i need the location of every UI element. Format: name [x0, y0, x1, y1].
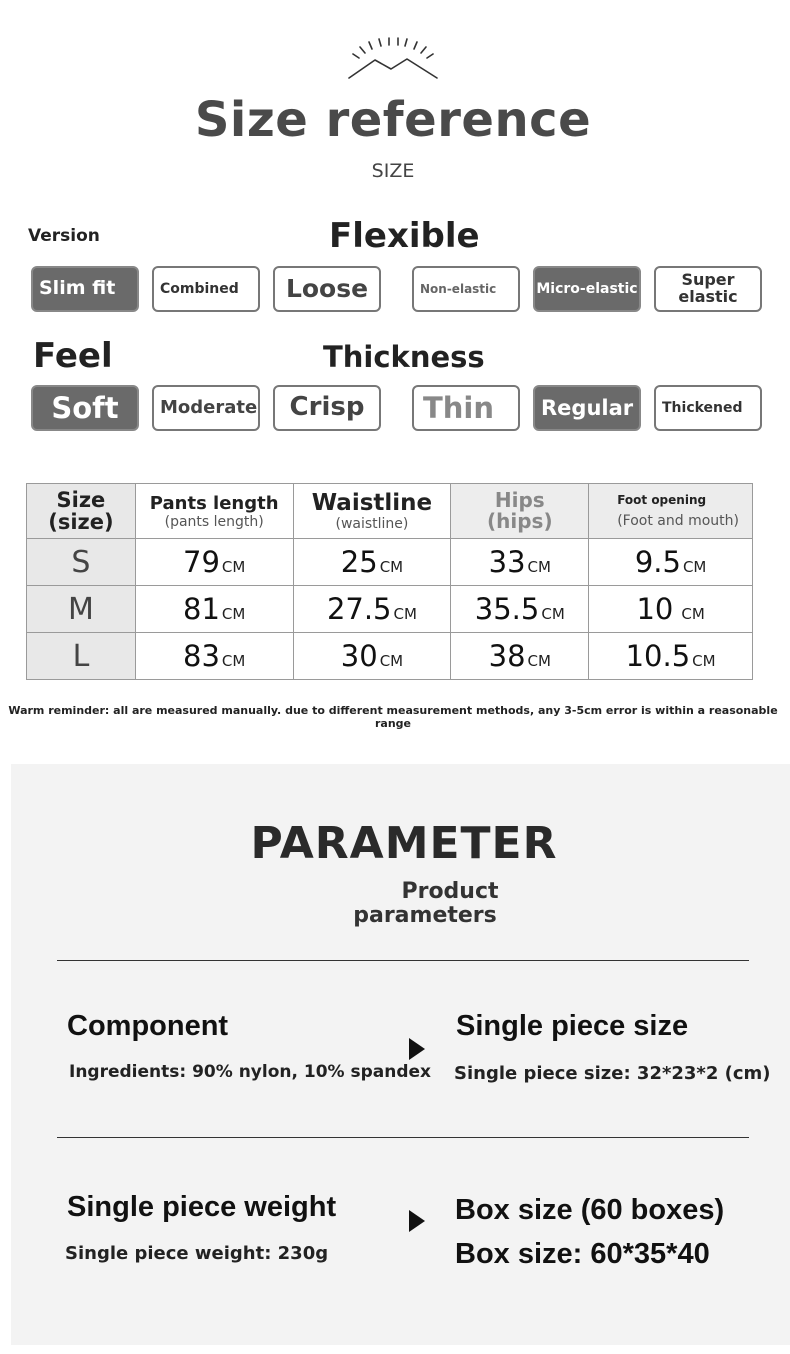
- parameter-title: PARAMETER: [250, 818, 558, 869]
- flexible-option-micro-elastic[interactable]: Micro-elastic: [533, 266, 641, 312]
- waistline-cell: 27.5 CM: [293, 586, 451, 633]
- hips-cell: 38 CM: [451, 633, 589, 680]
- single-piece-size-detail: Single piece size: 32*23*2 (cm): [454, 1063, 771, 1084]
- thickness-option-thickened[interactable]: Thickened: [654, 385, 762, 431]
- parameter-subtitle: Product parameters: [353, 879, 499, 929]
- flexible-label: Flexible: [329, 216, 480, 256]
- version-label: Version: [28, 226, 100, 246]
- component-detail: Ingredients: 90% nylon, 10% spandex: [69, 1062, 432, 1082]
- version-option-slim-fit[interactable]: Slim fit: [31, 266, 139, 312]
- flexible-option-non-elastic[interactable]: Non-elastic: [412, 266, 520, 312]
- table-row: [27, 586, 753, 633]
- version-option-combined[interactable]: Combined: [152, 266, 260, 312]
- thickness-option-regular[interactable]: Regular: [533, 385, 641, 431]
- header-size: Size (size): [27, 484, 136, 539]
- header-foot-opening: Foot opening (Foot and mouth): [589, 484, 753, 539]
- foot-opening-cell: 10.5 CM: [589, 633, 753, 680]
- page-title: Size reference: [194, 92, 592, 148]
- table-row: [27, 539, 753, 586]
- table-row: [27, 633, 753, 680]
- box-size-detail: Box size: 60*35*40: [455, 1238, 710, 1270]
- thickness-option-thin[interactable]: Thin: [412, 385, 520, 431]
- component-heading: Component: [67, 1010, 229, 1042]
- header-waistline: Waistline (waistline): [293, 484, 451, 539]
- pants-length-cell: 79 CM: [135, 539, 293, 586]
- warm-reminder: Warm reminder: all are measured manually. due to different measurement methods, any 3-5cm error is within a reasonable range: [8, 704, 778, 730]
- size-table: [26, 483, 753, 680]
- feel-option-moderate[interactable]: Moderate: [152, 385, 260, 431]
- page-subtitle: SIZE: [371, 160, 415, 182]
- single-piece-weight-detail: Single piece weight: 230g: [65, 1243, 329, 1264]
- feel-label: Feel: [33, 336, 113, 376]
- sun-over-mountains-icon: [345, 36, 441, 82]
- version-option-loose[interactable]: Loose: [273, 266, 381, 312]
- single-piece-weight-heading: Single piece weight: [67, 1191, 337, 1223]
- size-cell: S: [27, 539, 136, 586]
- foot-opening-cell: 10 CM: [589, 586, 753, 633]
- waistline-cell: 25 CM: [293, 539, 451, 586]
- feel-option-crisp[interactable]: Crisp: [273, 385, 381, 431]
- box-size-heading: Box size (60 boxes): [455, 1194, 725, 1226]
- header-hips: Hips (hips): [451, 484, 589, 539]
- hips-cell: 33 CM: [451, 539, 589, 586]
- arrow-right-icon: [409, 1038, 425, 1060]
- flexible-option-super-elastic[interactable]: Super elastic: [654, 266, 762, 312]
- pants-length-cell: 81 CM: [135, 586, 293, 633]
- pants-length-cell: 83 CM: [135, 633, 293, 680]
- waistline-cell: 30 CM: [293, 633, 451, 680]
- header-pants-length: Pants length (pants length): [135, 484, 293, 539]
- size-cell: M: [27, 586, 136, 633]
- feel-option-soft[interactable]: Soft: [31, 385, 139, 431]
- size-cell: L: [27, 633, 136, 680]
- foot-opening-cell: 9.5 CM: [589, 539, 753, 586]
- divider: [57, 1137, 749, 1138]
- thickness-label: Thickness: [323, 340, 485, 374]
- divider: [57, 960, 749, 961]
- hips-cell: 35.5 CM: [451, 586, 589, 633]
- table-header-row: [27, 484, 753, 539]
- single-piece-size-heading: Single piece size: [456, 1010, 689, 1042]
- arrow-right-icon: [409, 1210, 425, 1232]
